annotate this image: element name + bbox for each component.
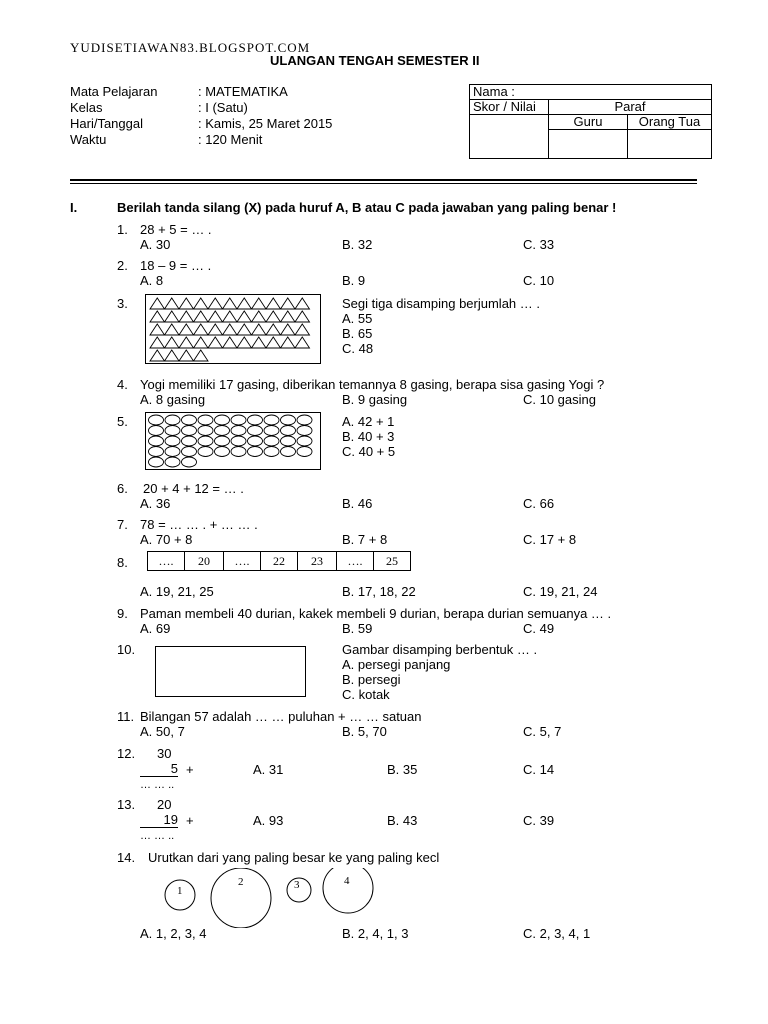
ortu-label: Orang Tua (628, 115, 712, 130)
ortu-sign-field[interactable] (628, 130, 712, 159)
circle-grid-figure (145, 412, 321, 470)
triangle-shape (295, 311, 310, 322)
guru-sign-field[interactable] (549, 130, 628, 159)
q6-text: 20 + 4 + 12 = … . (143, 481, 244, 496)
q3-option-c[interactable]: C. 48 (342, 341, 374, 356)
q13-operator: + (186, 813, 194, 828)
oval-shape (182, 426, 197, 436)
info-value-subject: : MATEMATIKA (198, 84, 288, 99)
triangle-shape (194, 311, 209, 322)
oval-shape (297, 447, 312, 457)
info-value-time: : 120 Menit (198, 132, 263, 147)
triangle-shape (179, 337, 194, 348)
q3-text: Segi tiga disamping berjumlah … . (342, 296, 540, 311)
q6-option-a[interactable]: A. 36 (140, 496, 171, 511)
q10-option-a[interactable]: A. persegi panjang (342, 657, 451, 672)
oval-shape (198, 447, 213, 457)
page-title: ULANGAN TENGAH SEMESTER II (270, 53, 480, 68)
q9-option-c[interactable]: C. 49 (523, 621, 555, 636)
q11-text: Bilangan 57 adalah … … puluhan + … … satuan (140, 709, 422, 724)
circle-label-2: 2 (238, 876, 244, 888)
oval-shape (231, 436, 246, 446)
q2-number: 2. (117, 258, 128, 273)
info-label-class: Kelas (70, 100, 103, 115)
q1-option-a[interactable]: A. 30 (140, 237, 171, 252)
triangle-shape (165, 337, 180, 348)
triangle-shape (252, 311, 267, 322)
q11-option-c[interactable]: C. 5, 7 (523, 724, 562, 739)
circle-label-3: 3 (294, 879, 300, 891)
triangle-shape (223, 298, 238, 309)
oval-shape (264, 415, 279, 425)
oval-shape (149, 436, 164, 446)
q3-option-a[interactable]: A. 55 (342, 311, 373, 326)
triangle-shape (194, 324, 209, 335)
guru-label: Guru (549, 115, 628, 130)
triangle-shape (223, 324, 238, 335)
q8-option-c[interactable]: C. 19, 21, 24 (523, 584, 598, 599)
triangle-shape (266, 324, 281, 335)
triangle-shape (179, 298, 194, 309)
q7-number: 7. (117, 517, 128, 532)
paraf-label: Paraf (549, 100, 712, 115)
triangle-shape (165, 311, 180, 322)
oval-shape (149, 426, 164, 436)
triangle-shape (252, 298, 267, 309)
q11-option-b[interactable]: B. 5, 70 (342, 724, 387, 739)
q12-bottom-operand: 5 (140, 762, 178, 777)
q7-option-c[interactable]: C. 17 + 8 (523, 532, 577, 547)
q14-option-b[interactable]: B. 2, 4, 1, 3 (342, 926, 409, 941)
info-label-subject: Mata Pelajaran (70, 84, 158, 99)
oval-shape (165, 415, 180, 425)
oval-shape (198, 436, 213, 446)
triangle-shape (208, 311, 223, 322)
q12-option-b[interactable]: B. 35 (387, 762, 418, 777)
divider-thick (70, 179, 697, 181)
oval-shape (231, 447, 246, 457)
q7-option-b[interactable]: B. 7 + 8 (342, 532, 388, 547)
triangle-shape (208, 324, 223, 335)
oval-shape (165, 426, 180, 436)
oval-shape (248, 415, 263, 425)
q9-number: 9. (117, 606, 128, 621)
q2-text: 18 – 9 = … . (140, 258, 212, 273)
q9-text: Paman membeli 40 durian, kakek membeli 9 durian, berapa durian semuanya … . (140, 606, 612, 621)
sequence-cell: 20 (184, 551, 224, 571)
oval-shape (182, 415, 197, 425)
section-instruction: Berilah tanda silang (X) pada huruf A, B atau C pada jawaban yang paling benar ! (117, 200, 617, 215)
rectangle-figure (155, 646, 306, 697)
triangle-shape (150, 298, 165, 309)
triangle-shape (194, 350, 209, 361)
circle-label-4: 4 (344, 875, 350, 887)
q1-text: 28 + 5 = … . (140, 222, 212, 237)
q5-option-a[interactable]: A. 42 + 1 (342, 414, 395, 429)
oval-shape (248, 426, 263, 436)
q13-option-b[interactable]: B. 43 (387, 813, 418, 828)
q5-option-b[interactable]: B. 40 + 3 (342, 429, 395, 444)
sequence-cell: …. (147, 551, 185, 571)
oval-shape (297, 426, 312, 436)
triangle-shape (281, 311, 296, 322)
q7-option-a[interactable]: A. 70 + 8 (140, 532, 193, 547)
q12-top-operand: 30 (157, 746, 172, 761)
triangle-shape (295, 298, 310, 309)
triangle-shape (281, 337, 296, 348)
q3-option-b[interactable]: B. 65 (342, 326, 373, 341)
q2-option-c[interactable]: C. 10 (523, 273, 555, 288)
oval-shape (264, 447, 279, 457)
triangle-shape (266, 311, 281, 322)
triangle-shape (165, 324, 180, 335)
oval-shape (182, 447, 197, 457)
oval-shape (264, 436, 279, 446)
circles-size-figure (160, 868, 380, 928)
triangle-shape (165, 350, 180, 361)
q1-option-c[interactable]: C. 33 (523, 237, 555, 252)
oval-shape (281, 436, 296, 446)
triangle-shape (194, 298, 209, 309)
triangle-shape (281, 298, 296, 309)
triangle-shape (237, 337, 252, 348)
blog-url: YUDISETIAWAN83.BLOGSPOT.COM (70, 40, 311, 55)
q8-option-b[interactable]: B. 17, 18, 22 (342, 584, 416, 599)
q7-text: 78 = … … . + … … . (140, 517, 258, 532)
sequence-cell: 23 (297, 551, 337, 571)
q6-option-c[interactable]: C. 66 (523, 496, 555, 511)
q12-result-blank: … … .. (140, 779, 175, 791)
sequence-cell: 25 (373, 551, 411, 571)
triangle-shape (281, 324, 296, 335)
circle-label-1: 1 (177, 885, 183, 897)
sequence-cell: 22 (260, 551, 298, 571)
oval-shape (165, 457, 180, 467)
oval-shape (281, 415, 296, 425)
oval-shape (149, 447, 164, 457)
triangle-shape (179, 324, 194, 335)
triangle-shape (208, 337, 223, 348)
q10-number: 10. (117, 642, 136, 657)
q14-option-c[interactable]: C. 2, 3, 4, 1 (523, 926, 591, 941)
triangle-shape (252, 337, 267, 348)
q13-option-c[interactable]: C. 39 (523, 813, 555, 828)
oval-shape (231, 415, 246, 425)
q9-option-b[interactable]: B. 59 (342, 621, 373, 636)
q6-number: 6. (117, 481, 128, 496)
triangle-shape (194, 337, 209, 348)
q14-option-a[interactable]: A. 1, 2, 3, 4 (140, 926, 207, 941)
q3-number: 3. (117, 296, 128, 311)
triangle-shape (223, 311, 238, 322)
divider-thin (70, 183, 697, 184)
info-label-time: Waktu (70, 132, 107, 147)
q2-option-b[interactable]: B. 9 (342, 273, 366, 288)
q5-number: 5. (117, 414, 128, 429)
sequence-cell: …. (223, 551, 261, 571)
triangle-shape (150, 337, 165, 348)
q4-number: 4. (117, 377, 128, 392)
triangle-shape (150, 350, 165, 361)
name-field[interactable]: Nama : (470, 85, 712, 100)
q10-text: Gambar disamping berbentuk … . (342, 642, 538, 657)
triangle-shape (266, 298, 281, 309)
info-label-date: Hari/Tanggal (70, 116, 143, 131)
oval-shape (215, 426, 230, 436)
oval-shape (264, 426, 279, 436)
oval-shape (182, 436, 197, 446)
q11-number: 11. (117, 709, 135, 724)
q13-bottom-operand: 19 (140, 813, 178, 828)
oval-shape (182, 457, 197, 467)
q12-option-c[interactable]: C. 14 (523, 762, 555, 777)
q14-text: Urutkan dari yang paling besar ke yang paling kecl (148, 850, 440, 865)
triangle-shape (179, 350, 194, 361)
oval-shape (248, 447, 263, 457)
triangle-shape (295, 337, 310, 348)
q13-option-a[interactable]: A. 93 (253, 813, 284, 828)
sequence-cell: …. (336, 551, 374, 571)
triangle-shape (266, 337, 281, 348)
q12-number: 12. (117, 746, 136, 761)
score-label: Skor / Nilai (470, 100, 549, 115)
q10-option-b[interactable]: B. persegi (342, 672, 401, 687)
q9-option-a[interactable]: A. 69 (140, 621, 171, 636)
triangle-shape (179, 311, 194, 322)
q4-text: Yogi memiliki 17 gasing, diberikan temannya 8 gasing, berapa sisa gasing Yogi ? (140, 377, 605, 392)
q6-option-b[interactable]: B. 46 (342, 496, 373, 511)
triangle-shape (208, 298, 223, 309)
triangle-shape (237, 311, 252, 322)
oval-shape (149, 457, 164, 467)
triangle-shape (252, 324, 267, 335)
oval-shape (165, 447, 180, 457)
oval-shape (248, 436, 263, 446)
q13-top-operand: 20 (157, 797, 172, 812)
q1-number: 1. (117, 222, 128, 237)
oval-shape (297, 436, 312, 446)
q11-option-a[interactable]: A. 50, 7 (140, 724, 185, 739)
info-value-date: : Kamis, 25 Maret 2015 (198, 116, 333, 131)
oval-shape (281, 426, 296, 436)
triangle-shape (237, 298, 252, 309)
triangle-shape (295, 324, 310, 335)
triangle-shape (237, 324, 252, 335)
q14-number: 14. (117, 850, 136, 865)
oval-shape (165, 436, 180, 446)
section-number: I. (70, 200, 78, 215)
q2-option-a[interactable]: A. 8 (140, 273, 164, 288)
q1-option-b[interactable]: B. 32 (342, 237, 373, 252)
triangle-grid-figure (145, 294, 321, 364)
oval-shape (281, 447, 296, 457)
oval-shape (215, 415, 230, 425)
oval-shape (198, 415, 213, 425)
q4-option-a[interactable]: A. 8 gasing (140, 392, 206, 407)
triangle-shape (150, 311, 165, 322)
info-value-class: : I (Satu) (198, 100, 248, 115)
q4-option-b[interactable]: B. 9 gasing (342, 392, 408, 407)
oval-shape (149, 415, 164, 425)
oval-shape (215, 447, 230, 457)
oval-shape (215, 436, 230, 446)
q13-number: 13. (117, 797, 136, 812)
oval-shape (297, 415, 312, 425)
score-field[interactable] (470, 115, 549, 159)
triangle-shape (165, 298, 180, 309)
q10-option-c[interactable]: C. kotak (342, 687, 390, 702)
q5-option-c[interactable]: C. 40 + 5 (342, 444, 396, 459)
q8-option-a[interactable]: A. 19, 21, 25 (140, 584, 214, 599)
q12-operator: + (186, 762, 194, 777)
q4-option-c[interactable]: C. 10 gasing (523, 392, 596, 407)
triangle-shape (150, 324, 165, 335)
q13-result-blank: … … .. (140, 830, 175, 842)
triangle-shape (223, 337, 238, 348)
score-table (469, 84, 712, 159)
q8-number: 8. (117, 555, 128, 570)
oval-shape (198, 426, 213, 436)
oval-shape (231, 426, 246, 436)
q12-option-a[interactable]: A. 31 (253, 762, 284, 777)
